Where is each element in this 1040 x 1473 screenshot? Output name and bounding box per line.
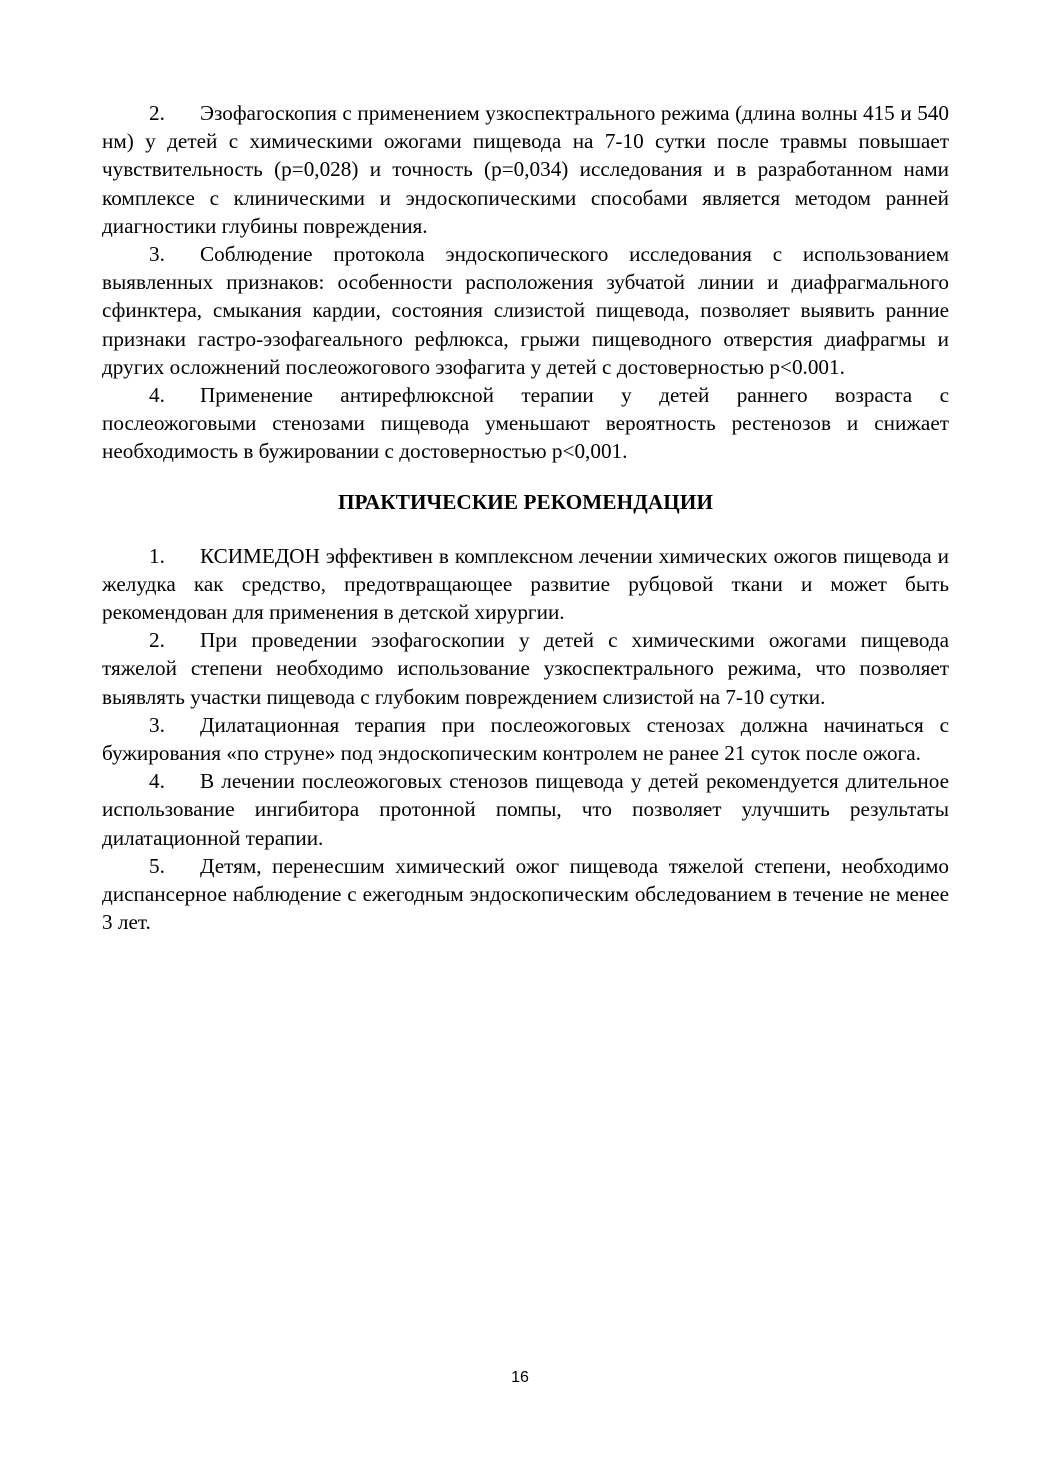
section-heading: ПРАКТИЧЕСКИЕ РЕКОМЕНДАЦИИ: [337, 489, 714, 514]
page-body: [102, 99, 949, 936]
conclusion-item-2: [102, 99, 949, 240]
recommendation-item-2: [102, 626, 949, 711]
item-number: 4.: [149, 769, 165, 794]
item-number: 1.: [149, 543, 165, 568]
item-text: Детям, перенесшим химический ожог пищевода тяжелой степени, необходимо диспансерное наблюдение с ежегодным эндоскопическим обследованием в течение не менее 3 лет.: [102, 853, 949, 935]
recommendation-item-5: [102, 852, 949, 937]
item-text: Эзофагоскопия с применением узкоспектрального режима (длина волны 415 и 540 нм) у детей с химическими ожогами пищевода на 7-10 сутки после травмы повышает чувствительность (р=0,028) и точность (р=0,034) исследования и в разработанном нами комплексе с клиническими и эндоскопическими способами является методом ранней диагностики глубины повреждения.: [102, 101, 949, 238]
conclusion-item-4: [102, 381, 949, 466]
item-text: КСИМЕДОН эффективен в комплексном лечении химических ожогов пищевода и желудка как средство, предотвращающее развитие рубцовой ткани и может быть рекомендован для применения в детской хирургии.: [102, 543, 949, 625]
item-number: 4.: [149, 383, 165, 408]
item-number: 3.: [149, 712, 165, 737]
item-number: 5.: [149, 853, 165, 878]
item-number: 3.: [149, 242, 165, 267]
recommendation-item-4: [102, 767, 949, 852]
conclusion-item-3: [102, 240, 949, 381]
recommendation-item-3: [102, 711, 949, 767]
page-number: 16: [511, 1369, 529, 1386]
item-number: 2.: [149, 101, 165, 125]
item-text: Применение антирефлюксной терапии у детей раннего возраста с послеожоговыми стенозами пищевода уменьшают вероятность рестенозов и снижает необходимость в бужировании с достоверностью p<0,001.: [102, 383, 949, 464]
item-text: Соблюдение протокола эндоскопического исследования с использованием выявленных признаков: особенности расположения зубчатой линии и диафрагмального сфинктера, смыкания кардии, состояния слизистой пищевода, позволяет выявить ранние признаки гастро-эзофагеального рефлюкса, грыжи пищеводного отверстия диафрагмы и других осложнений послеожогового эзофагита у детей с достоверностью p<0.001.: [102, 242, 949, 379]
item-text: При проведении эзофагоскопии у детей с химическими ожогами пищевода тяжелой степени необходимо использование узкоспектрального режима, что позволяет выявлять участки пищевода с глубоким повреждением слизистой на 7-10 сутки.: [102, 628, 949, 709]
recommendation-item-1: [102, 542, 949, 627]
item-number: 2.: [149, 628, 165, 653]
item-text: Дилатационная терапия при послеожоговых стенозах должна начинаться с бужирования «по струне» под эндоскопическим контролем не ранее 21 суток после ожога.: [102, 712, 949, 766]
item-text: В лечении послеожоговых стенозов пищевода у детей рекомендуется длительное использование ингибитора протонной помпы, что позволяет улучшить результаты дилатационной терапии.: [102, 769, 949, 850]
